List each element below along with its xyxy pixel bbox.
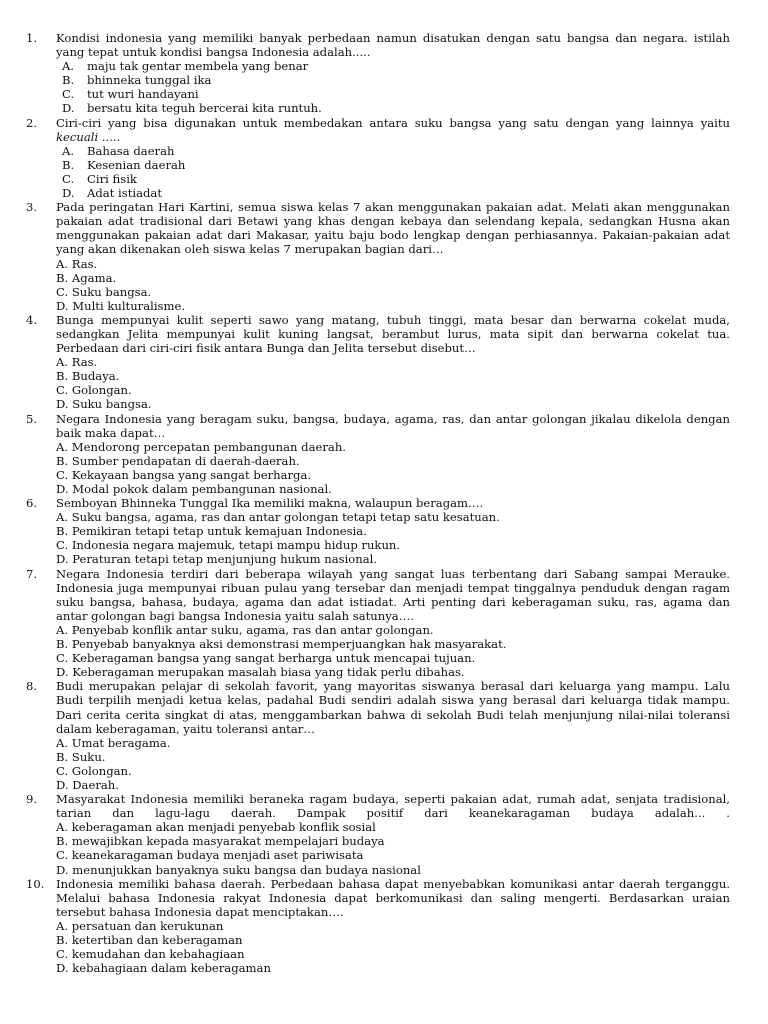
answer-option-c[interactable]: C. Keberagaman bangsa yang sangat berharga untuk mencapai tujuan. xyxy=(56,651,476,666)
answer-option-a[interactable]: A. maju tak gentar membela yang benar xyxy=(62,59,309,74)
answer-option-c[interactable]: C. Golongan. xyxy=(56,383,132,398)
question-text: Negara Indonesia terdiri dari beberapa wilayah yang sangat luas terbentang dari Sabang sampai Merauke. Indonesia juga mempunyai ribuan pulau yang tersebar dan menjadi tempat tinggalnya penduduk dengan ragam suku bangsa, bahasa, budaya, agama dan adat istiadat. Arti penting dari keberagaman suku, ras, agama dan antar golongan bagi bangsa Indonesia yaitu salah satunya…. xyxy=(56,566,730,623)
answer-option-b[interactable]: B. Agama. xyxy=(56,270,117,285)
question-number: 6. xyxy=(26,496,38,511)
answer-option-d[interactable]: D. Adat istiadat xyxy=(62,186,162,201)
question-text: Kondisi indonesia yang memiliki banyak perbedaan namun disatukan dengan satu bangsa dan negara. istilah yang tepat untuk kondisi bangsa Indonesia adalah..... xyxy=(56,31,730,60)
answer-option-a[interactable]: A. Ras. xyxy=(56,355,98,370)
answer-option-d[interactable]: D. Suku bangsa. xyxy=(56,397,152,412)
question-3 xyxy=(26,200,730,313)
question-number: 3. xyxy=(26,200,38,215)
answer-option-c[interactable]: C. Kekayaan bangsa yang sangat berharga. xyxy=(56,467,312,482)
answer-option-d[interactable]: D. kebahagiaan dalam keberagaman xyxy=(56,961,271,976)
answer-option-a[interactable]: A. Penyebab konflik antar suku, agama, ras dan antar golongan. xyxy=(56,622,434,637)
question-number: 5. xyxy=(26,411,38,426)
answer-option-c[interactable]: C. tut wuri handayani xyxy=(62,87,199,102)
question-8 xyxy=(26,679,730,792)
answer-option-a[interactable]: A. Bahasa daerah xyxy=(62,143,175,158)
answer-option-c[interactable]: C. Indonesia negara majemuk, tetapi mampu hidup rukun. xyxy=(56,538,401,553)
question-2 xyxy=(26,116,730,201)
answer-option-d[interactable]: D. bersatu kita teguh bercerai kita runtuh. xyxy=(62,101,322,116)
answer-option-a[interactable]: A. Mendorong percepatan pembangunan daerah. xyxy=(56,439,346,454)
answer-option-c[interactable]: C. Suku bangsa. xyxy=(56,284,152,299)
question-9 xyxy=(26,792,730,877)
question-text: Ciri-ciri yang bisa digunakan untuk membedakan antara suku bangsa yang satu dengan yang lainnya yaitu kecuali ..... xyxy=(56,115,730,144)
answer-option-d[interactable]: D. Daerah. xyxy=(56,777,119,792)
answer-option-c[interactable]: C. keanekaragaman budaya menjadi aset pariwisata xyxy=(56,848,364,863)
answer-option-b[interactable]: B. Kesenian daerah xyxy=(62,157,186,172)
answer-option-d[interactable]: D. menunjukkan banyaknya suku bangsa dan budaya nasional xyxy=(56,862,421,877)
question-7 xyxy=(26,567,730,680)
answer-option-c[interactable]: C. Ciri fisik xyxy=(62,171,137,186)
answer-option-d[interactable]: D. Multi kulturalisme. xyxy=(56,298,186,313)
answer-option-b[interactable]: B. Budaya. xyxy=(56,369,120,384)
question-text: Masyarakat Indonesia memiliki beraneka ragam budaya, seperti pakaian adat, rumah adat, senjata tradisional, tarian dan lagu-lagu daerah. Dampak positif dari keanekaragaman budaya adalah... . xyxy=(56,792,730,821)
answer-option-b[interactable]: B. mewajibkan kepada masyarakat mempelajari budaya xyxy=(56,834,385,849)
answer-option-d[interactable]: D. Modal pokok dalam pembangunan nasional. xyxy=(56,482,332,496)
answer-option-b[interactable]: B. Suku. xyxy=(56,749,106,764)
question-10 xyxy=(26,877,730,976)
question-5 xyxy=(26,412,730,497)
question-number: 7. xyxy=(26,566,38,581)
question-text: Pada peringatan Hari Kartini, semua siswa kelas 7 akan menggunakan pakaian adat. Melati akan menggunakan pakaian adat tradisional dari Betawi yang khas dengan kebaya dan selendang kepala, sedangkan Husna akan menggunakan pakaian adat dari Makasar, yaitu baju bodo lengkap dengan perhiasannya. Pakaian-pakaian adat yang akan dikenakan oleh siswa kelas 7 merupakan bagian dari… xyxy=(56,200,730,257)
question-number: 1. xyxy=(26,31,38,45)
question-text: Bunga mempunyai kulit seperti sawo yang matang, tubuh tinggi, mata besar dan berwarna cokelat muda, sedangkan Jelita mempunyai kulit kuning langsat, berambut lurus, mata sipit dan berwarna cokelat tua. Perbedaan dari ciri-ciri fisik antara Bunga dan Jelita tersebut disebut… xyxy=(56,312,730,356)
question-number: 9. xyxy=(26,792,38,807)
question-1 xyxy=(26,31,730,116)
question-text: Indonesia memiliki bahasa daerah. Perbedaan bahasa dapat menyebabkan komunikasi antar daerah terganggu. Melalui bahasa Indonesia rakyat Indonesia dapat berkomunikasi dan saling mengerti. Berdasarkan uraian tersebut bahasa Indonesia dapat menciptakan…. xyxy=(56,876,730,919)
answer-option-b[interactable]: B. ketertiban dan keberagaman xyxy=(56,933,243,947)
question-emphasis: kecuali xyxy=(56,129,99,144)
answer-option-a[interactable]: A. persatuan dan kerukunan xyxy=(56,918,224,933)
answer-option-a[interactable]: A. Ras. xyxy=(56,256,98,271)
answer-option-b[interactable]: B. Pemikiran tetapi tetap untuk kemajuan Indonesia. xyxy=(56,524,367,539)
answer-option-d[interactable]: D. Peraturan tetapi tetap menjunjung hukum nasional. xyxy=(56,552,378,567)
question-4 xyxy=(26,313,730,412)
answer-option-b[interactable]: B. Sumber pendapatan di daerah-daerah. xyxy=(56,453,300,468)
answer-option-b[interactable]: B. bhinneka tunggal ika xyxy=(62,73,212,88)
answer-option-a[interactable]: A. Umat beragama. xyxy=(56,735,171,750)
question-number: 4. xyxy=(26,312,38,327)
question-number: 8. xyxy=(26,679,38,694)
answer-option-c[interactable]: C. Golongan. xyxy=(56,763,132,778)
answer-option-c[interactable]: C. kemudahan dan kebahagiaan xyxy=(56,947,245,962)
question-text: Negara Indonesia yang beragam suku, bangsa, budaya, agama, ras, dan antar golongan jikalau dikelola dengan baik maka dapat… xyxy=(56,411,730,440)
answer-option-d[interactable]: D. Keberagaman merupakan masalah biasa yang tidak perlu dibahas. xyxy=(56,665,465,680)
answer-option-a[interactable]: A. Suku bangsa, agama, ras dan antar golongan tetapi tetap satu kesatuan. xyxy=(56,510,500,525)
question-number: 2. xyxy=(26,115,38,130)
answer-option-a[interactable]: A. keberagaman akan menjadi penyebab konflik sosial xyxy=(56,820,376,835)
question-text: Semboyan Bhinneka Tunggal Ika memiliki makna, walaupun beragam…. xyxy=(56,496,484,511)
answer-option-b[interactable]: B. Penyebab banyaknya aksi demonstrasi memperjuangkan hak masyarakat. xyxy=(56,637,507,652)
question-6 xyxy=(26,496,730,566)
question-text: Budi merupakan pelajar di sekolah favorit, yang mayoritas siswanya berasal dari keluarga yang mampu. Lalu Budi terpilih menjadi ketua kelas, padahal Budi sendiri adalah siswa yang berasal dari keluarga tidak mampu. Dari cerita cerita singkat di atas, menggambarkan bahwa di sekolah Budi telah menjunjung nilai-nilai toleransi dalam keberagaman, yaitu toleransi antar… xyxy=(56,679,730,736)
question-number: 10. xyxy=(26,876,45,891)
